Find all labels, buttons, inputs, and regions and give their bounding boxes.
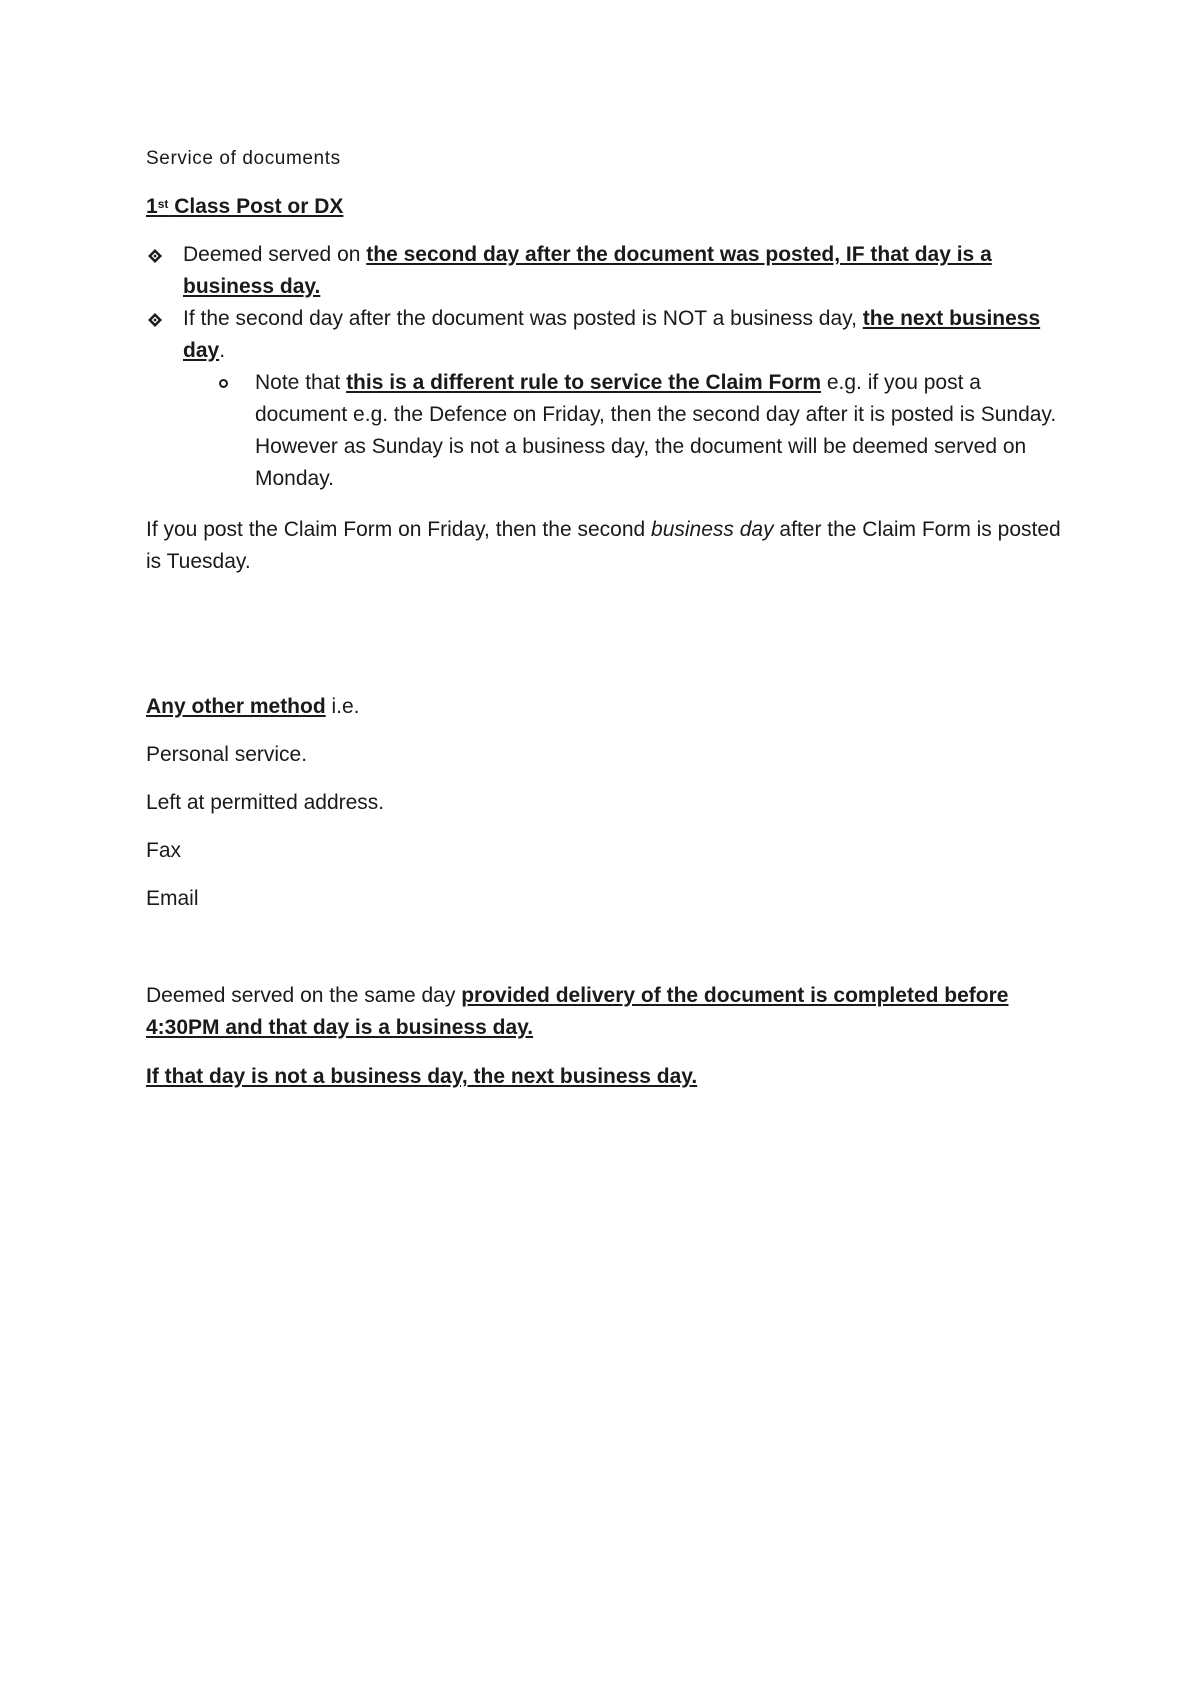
other-method-heading: Any other method <box>146 695 326 718</box>
diamond-bullet-icon <box>148 249 160 261</box>
section-heading-first-class-post <box>146 194 343 220</box>
fallback-text: If that day is not a business day, the next business day. <box>146 1065 698 1088</box>
circle-bullet-icon <box>219 379 228 388</box>
document-title: Service of documents <box>146 148 341 169</box>
deemed-served-paragraph <box>146 980 1066 1044</box>
sub-bullet-item-note <box>219 367 1066 495</box>
claim-form-paragraph <box>146 514 1066 578</box>
heading-text: Class Post or DX <box>168 195 344 218</box>
claim-text-italic: business day <box>651 518 774 541</box>
bullet-item-deemed-served <box>146 239 1066 303</box>
bullet-text: Deemed served on <box>183 243 367 266</box>
bullet-list <box>146 239 1066 495</box>
sub-bullet-emphasis: this is a different rule to service the Claim Form <box>346 371 822 394</box>
method-item-left-at-address: Left at permitted address. <box>146 791 385 814</box>
sub-bullet-rest: e.g. if you post a document e.g. the Defence on Friday, then the second day after it is posted is Sunday. However as Sunday is not a business day, the document will be deemed served on Monday. <box>255 371 1057 490</box>
claim-text-end: after the Claim Form is posted is Tuesday. <box>146 518 1061 573</box>
method-item-email: Email <box>146 887 199 910</box>
bullet-emphasis: the next business day <box>183 307 1041 362</box>
deemed-emphasis: provided delivery of the document is completed before 4:30PM and that day is a business day. <box>146 984 1009 1039</box>
section-heading-other-method <box>146 691 1066 723</box>
bullet-emphasis: the second day after the document was posted, IF that day is a business day. <box>183 243 992 298</box>
sub-bullet-text: Note that <box>255 371 347 394</box>
bullet-text: If the second day after the document was posted is NOT a business day, <box>183 307 863 330</box>
method-item-fax: Fax <box>146 839 182 862</box>
other-method-suffix: i.e. <box>325 695 360 718</box>
diamond-bullet-icon <box>148 313 160 325</box>
heading-number: 1 <box>146 195 158 218</box>
bullet-item-not-business-day <box>146 303 1066 367</box>
claim-text-start: If you post the Claim Form on Friday, then the second <box>146 518 652 541</box>
deemed-text: Deemed served on the same day <box>146 984 462 1007</box>
method-item-personal: Personal service. <box>146 743 308 766</box>
heading-superscript: st <box>157 197 169 211</box>
fallback-paragraph <box>146 1061 1066 1093</box>
bullet-end: . <box>219 339 226 362</box>
